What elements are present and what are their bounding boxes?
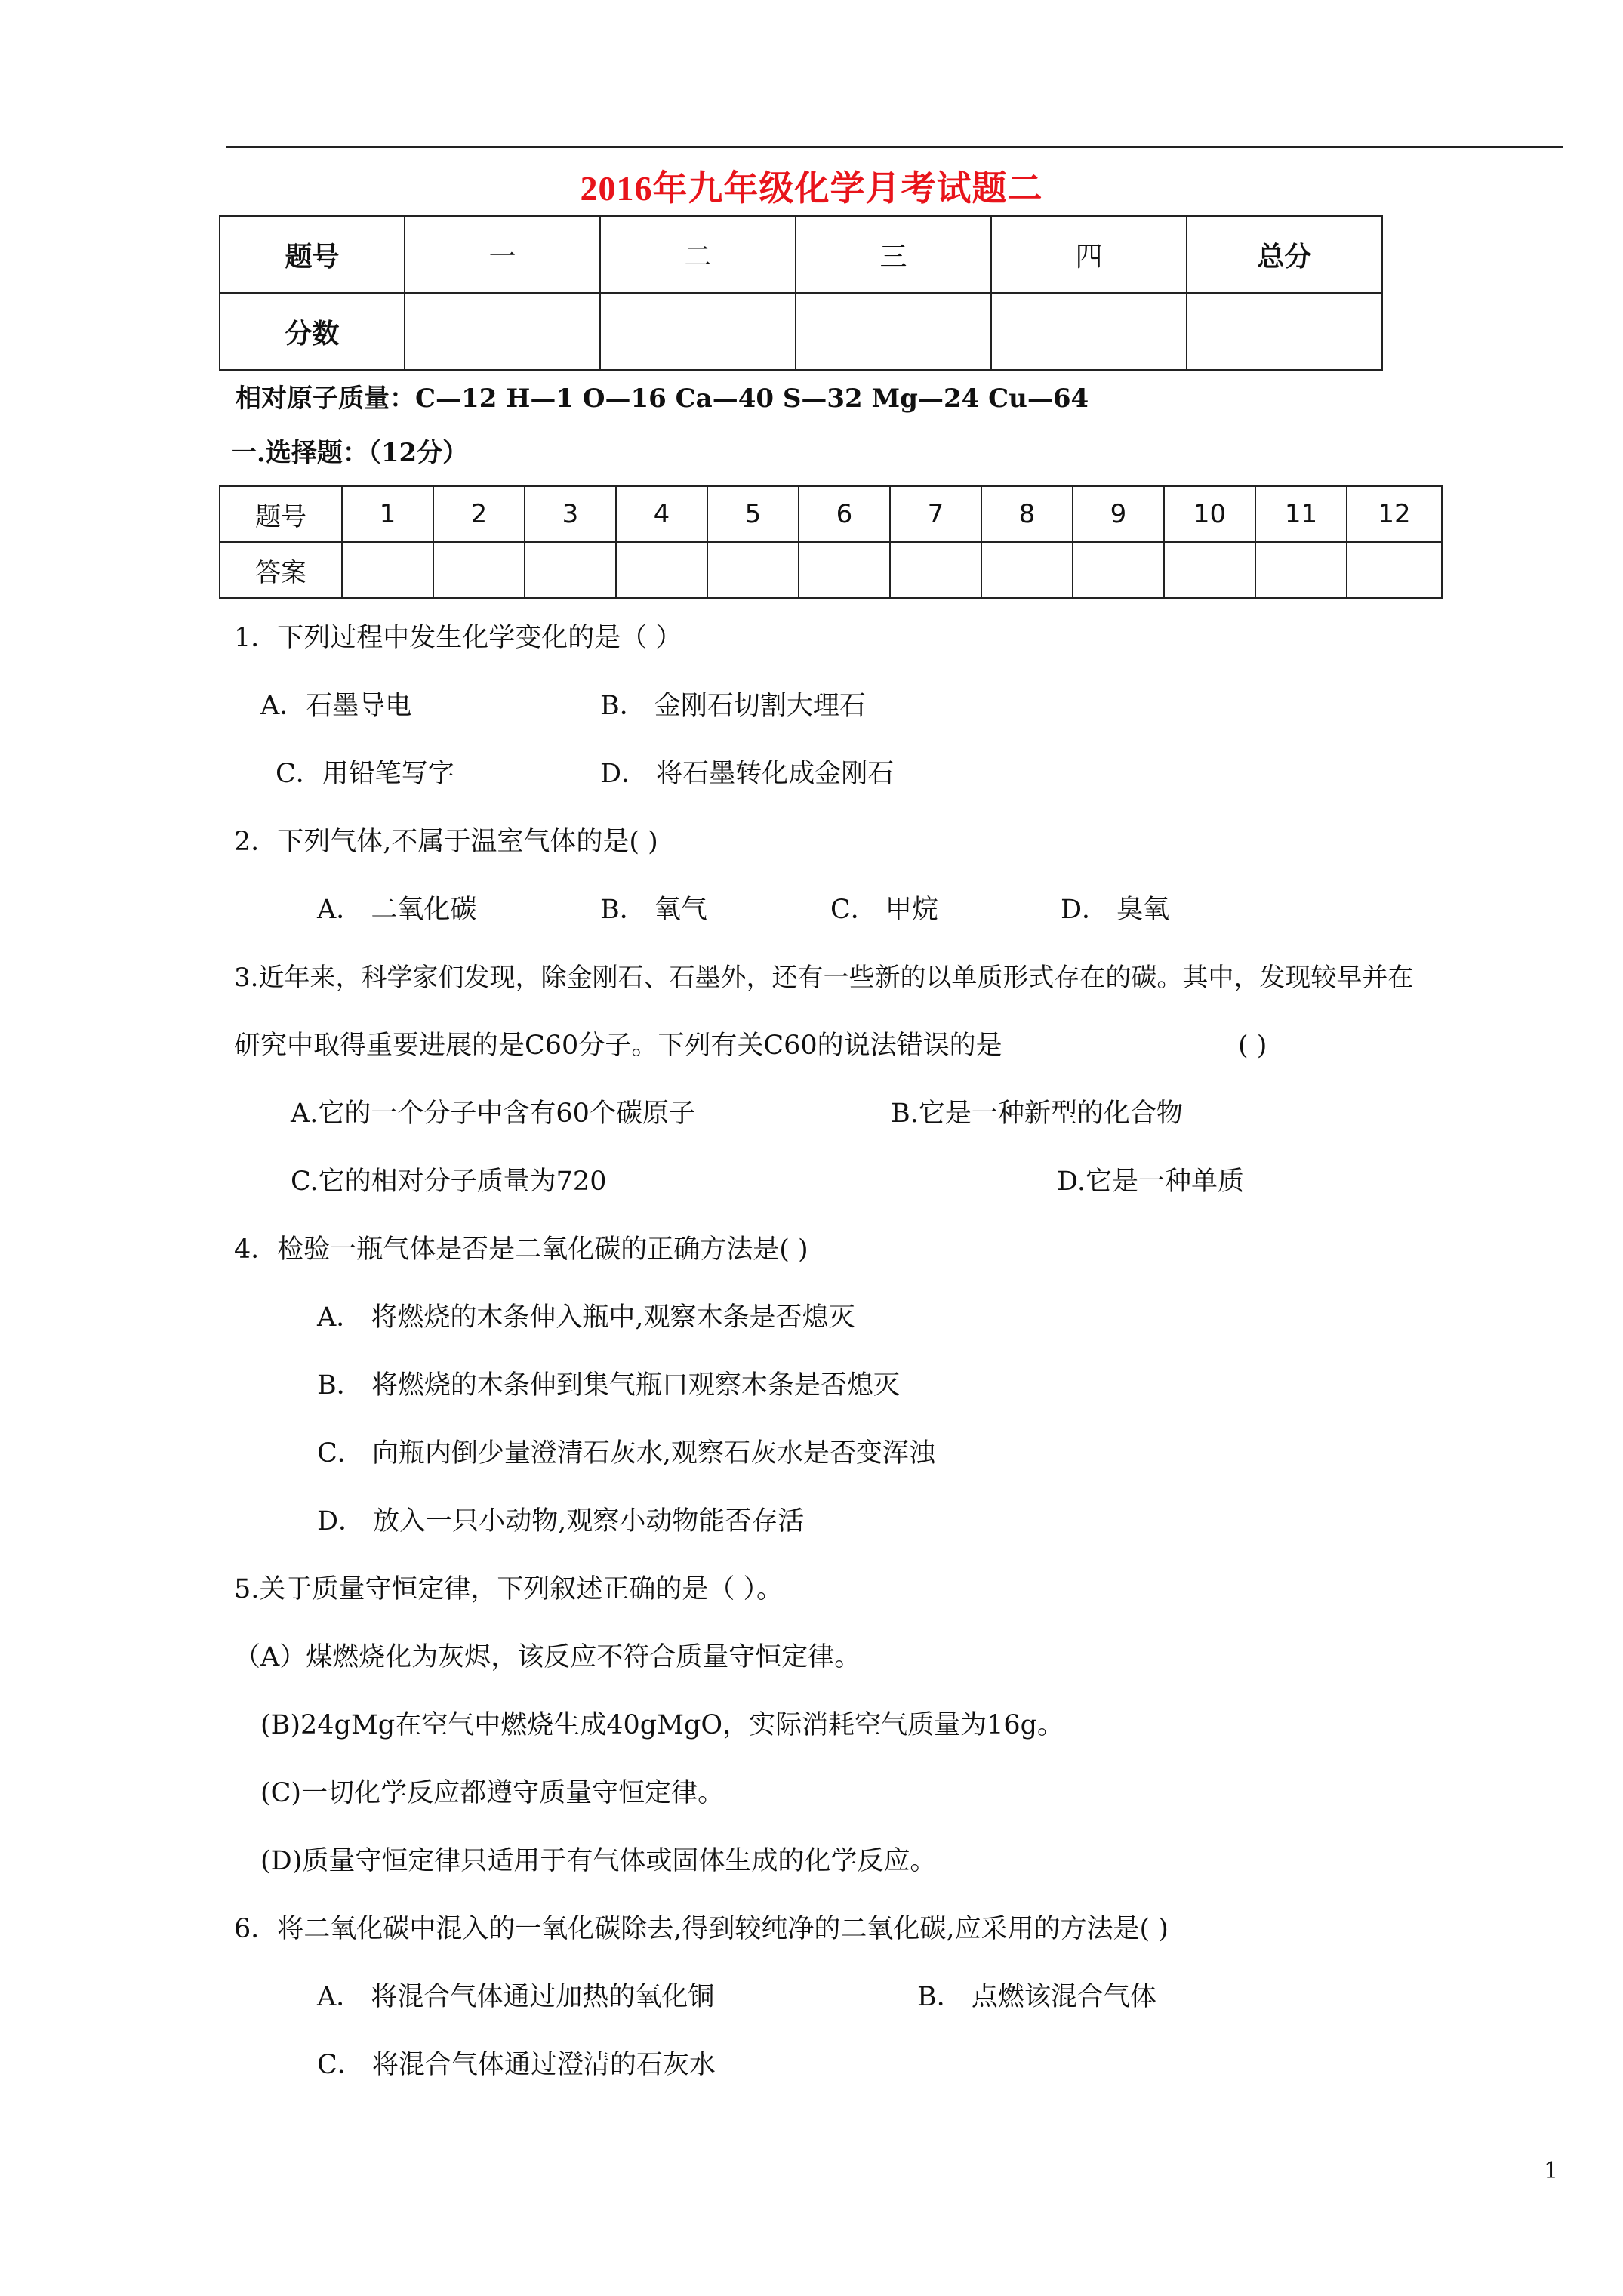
answer-cell[interactable]: [1073, 542, 1164, 598]
score-input-cell[interactable]: [991, 293, 1187, 370]
question-4-option-a: A． 将燃烧的木条伸入瓶中,观察木条是否熄灭: [317, 1302, 855, 1333]
question-3-option-d: D.它是一种单质: [1057, 1166, 1244, 1197]
question-number: 5: [707, 486, 799, 542]
page-number: 1: [1544, 2158, 1559, 2184]
score-table-cell: 二: [600, 216, 796, 293]
question-6-option-b: B． 点燃该混合气体: [917, 1982, 1156, 2012]
answer-cell[interactable]: [707, 542, 799, 598]
section-heading: 一.选择题：（12分）: [231, 438, 469, 468]
question-number: 10: [1164, 486, 1255, 542]
question-6-option-a: A． 将混合气体通过加热的氧化铜: [317, 1982, 715, 2012]
answer-table: [219, 485, 1443, 599]
answer-cell[interactable]: [525, 542, 616, 598]
score-input-cell[interactable]: [600, 293, 796, 370]
question-3-stem-line-2: 研究中取得重要进展的是C60分子。下列有关C60的说法错误的是: [234, 1031, 1002, 1061]
question-3-option-c: C.它的相对分子质量为720: [291, 1166, 607, 1197]
answer-header-label: 题号: [220, 486, 342, 542]
answer-cell[interactable]: [1164, 542, 1255, 598]
score-table: [219, 215, 1383, 371]
answer-cell[interactable]: [981, 542, 1073, 598]
question-4-stem: 4．检验一瓶气体是否是二氧化碳的正确方法是( ): [234, 1234, 808, 1265]
question-number: 3: [525, 486, 616, 542]
question-6-option-c: C． 将混合气体通过澄清的石灰水: [317, 2050, 716, 2080]
question-2-stem: 2．下列气体,不属于温室气体的是( ): [234, 827, 658, 857]
question-5-option-b: (B)24gMg在空气中燃烧生成40gMgO，实际消耗空气质量为16g。: [260, 1710, 1064, 1740]
answer-table-header-row: [220, 486, 1442, 542]
question-number: 11: [1255, 486, 1347, 542]
question-5-option-a: （A）煤燃烧化为灰烬，该反应不符合质量守恒定律。: [234, 1642, 861, 1672]
question-1-option-c: C．用铅笔写字: [276, 759, 454, 789]
question-1-option-d: D． 将石墨转化成金刚石: [600, 759, 895, 789]
question-number: 4: [616, 486, 707, 542]
question-2-option-d: D． 臭氧: [1061, 895, 1170, 925]
question-2-option-c: C． 甲烷: [830, 895, 938, 925]
answer-cell[interactable]: [890, 542, 981, 598]
score-table-score-row: [220, 293, 1382, 370]
answer-table-answer-row: [220, 542, 1442, 598]
question-4-option-c: C． 向瓶内倒少量澄清石灰水,观察石灰水是否变浑浊: [317, 1438, 936, 1469]
atomic-masses: 相对原子质量：C—12 H—1 O—16 Ca—40 S—32 Mg—24 Cu—64: [236, 384, 1089, 414]
question-3-stem-line-1: 3.近年来，科学家们发现，除金刚石、石墨外，还有一些新的以单质形式存在的碳。其中，发现较早并在: [234, 963, 1414, 993]
answer-cell[interactable]: [342, 542, 433, 598]
question-number: 12: [1347, 486, 1442, 542]
question-3-answer-paren: ( ): [1238, 1031, 1267, 1061]
answer-cell[interactable]: [616, 542, 707, 598]
score-row-label: 分数: [220, 293, 405, 370]
question-1-option-a: A．石墨导电: [260, 691, 412, 721]
score-table-cell: 三: [796, 216, 991, 293]
question-number: 6: [799, 486, 890, 542]
score-table-cell: 一: [405, 216, 600, 293]
question-number: 2: [433, 486, 525, 542]
question-2-option-b: B． 氧气: [600, 895, 707, 925]
question-number: 7: [890, 486, 981, 542]
score-table-cell: 四: [991, 216, 1187, 293]
answer-cell[interactable]: [1347, 542, 1442, 598]
header-rule: [226, 146, 1563, 148]
question-number: 9: [1073, 486, 1164, 542]
answer-cell[interactable]: [799, 542, 890, 598]
score-input-cell[interactable]: [1187, 293, 1382, 370]
question-4-option-b: B． 将燃烧的木条伸到集气瓶口观察木条是否熄灭: [317, 1370, 900, 1401]
exam-title: 2016年九年级化学月考试题二: [580, 169, 1043, 208]
question-1-option-b: B． 金刚石切割大理石: [600, 691, 866, 721]
score-table-header-row: [220, 216, 1382, 293]
score-table-cell: 题号: [220, 216, 405, 293]
score-input-cell[interactable]: [405, 293, 600, 370]
question-1-stem: 1．下列过程中发生化学变化的是（ ）: [234, 623, 682, 653]
question-3-option-a: A.它的一个分子中含有60个碳原子: [291, 1099, 695, 1129]
answer-row-label: 答案: [220, 542, 342, 598]
question-4-option-d: D． 放入一只小动物,观察小动物能否存活: [317, 1506, 805, 1536]
question-2-option-a: A． 二氧化碳: [317, 895, 477, 925]
score-table-cell: 总分: [1187, 216, 1382, 293]
question-5-stem: 5.关于质量守恒定律，下列叙述正确的是（ ）。: [234, 1574, 784, 1604]
question-5-option-d: (D)质量守恒定律只适用于有气体或固体生成的化学反应。: [260, 1846, 937, 1876]
question-6-stem: 6．将二氧化碳中混入的一氧化碳除去,得到较纯净的二氧化碳,应采用的方法是( ): [234, 1914, 1169, 1944]
answer-cell[interactable]: [433, 542, 525, 598]
question-number: 1: [342, 486, 433, 542]
question-3-option-b: B.它是一种新型的化合物: [891, 1099, 1183, 1129]
question-5-option-c: (C)一切化学反应都遵守质量守恒定律。: [260, 1778, 725, 1808]
question-number: 8: [981, 486, 1073, 542]
score-input-cell[interactable]: [796, 293, 991, 370]
answer-cell[interactable]: [1255, 542, 1347, 598]
